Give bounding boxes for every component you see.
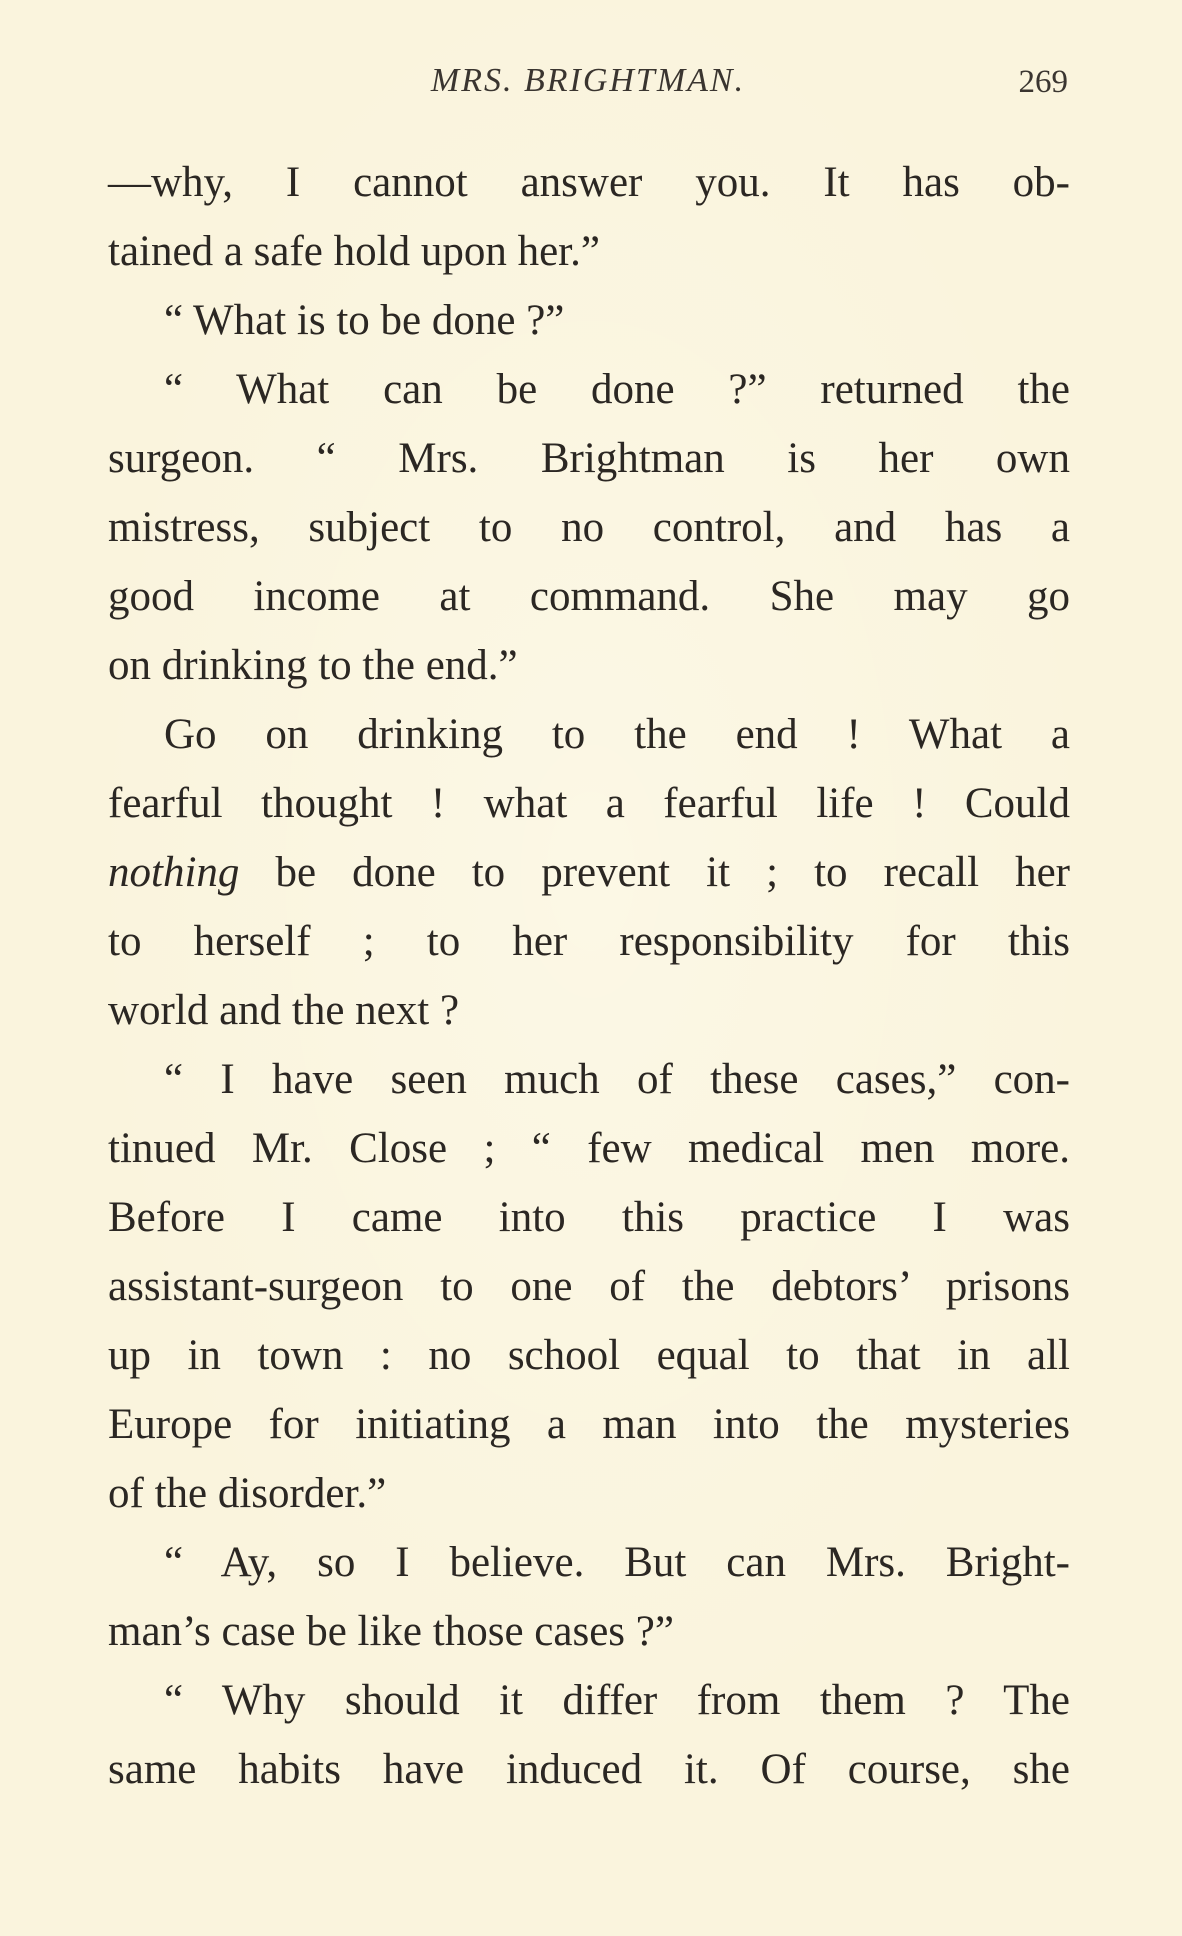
text-line: up in town : no school equal to that in all <box>108 1332 1070 1379</box>
text-line: assistant-surgeon to one of the debtors’ prisons <box>108 1263 1070 1310</box>
text-line: Go on drinking to the end ! What a <box>164 711 1070 758</box>
text-line: same habits have induced it. Of course, she <box>108 1746 1070 1793</box>
text-line: Europe for initiating a man into the mysteries <box>108 1401 1070 1448</box>
body-text <box>108 148 1070 1804</box>
text-line: —why, I cannot answer you. It has ob- <box>108 159 1070 206</box>
text-line: man’s case be like those cases ?” <box>108 1608 674 1655</box>
text-line: mistress, subject to no control, and has a <box>108 504 1070 551</box>
text-line: “ I have seen much of these cases,” con- <box>164 1056 1070 1103</box>
text-line: tinued Mr. Close ; “ few medical men more. <box>108 1125 1070 1172</box>
text-line: “ What can be done ?” returned the <box>164 366 1070 413</box>
text-line: Before I came into this practice I was <box>108 1194 1070 1241</box>
running-title: MRS. BRIGHTMAN. <box>430 62 746 99</box>
italic-word: nothing <box>108 849 240 896</box>
text-line: tained a safe hold upon her.” <box>108 228 600 275</box>
page-number: 269 <box>1018 64 1068 100</box>
text-line: world and the next ? <box>108 987 460 1034</box>
text-line: fearful thought ! what a fearful life ! Could <box>108 780 1070 827</box>
text-line: good income at command. She may go <box>108 573 1070 620</box>
text-line: “ Ay, so I believe. But can Mrs. Bright- <box>164 1539 1070 1586</box>
text-line: “ What is to be done ?” <box>164 297 565 344</box>
text-line: “ Why should it differ from them ? The <box>164 1677 1070 1724</box>
text-line: of the disorder.” <box>108 1470 387 1517</box>
text-line: surgeon. “ Mrs. Brightman is her own <box>108 435 1070 482</box>
text-line: nothing be done to prevent it ; to recall her <box>108 849 1070 896</box>
text-line: to herself ; to her responsibility for this <box>108 918 1070 965</box>
text-line: on drinking to the end.” <box>108 642 518 689</box>
running-head <box>108 62 1068 112</box>
